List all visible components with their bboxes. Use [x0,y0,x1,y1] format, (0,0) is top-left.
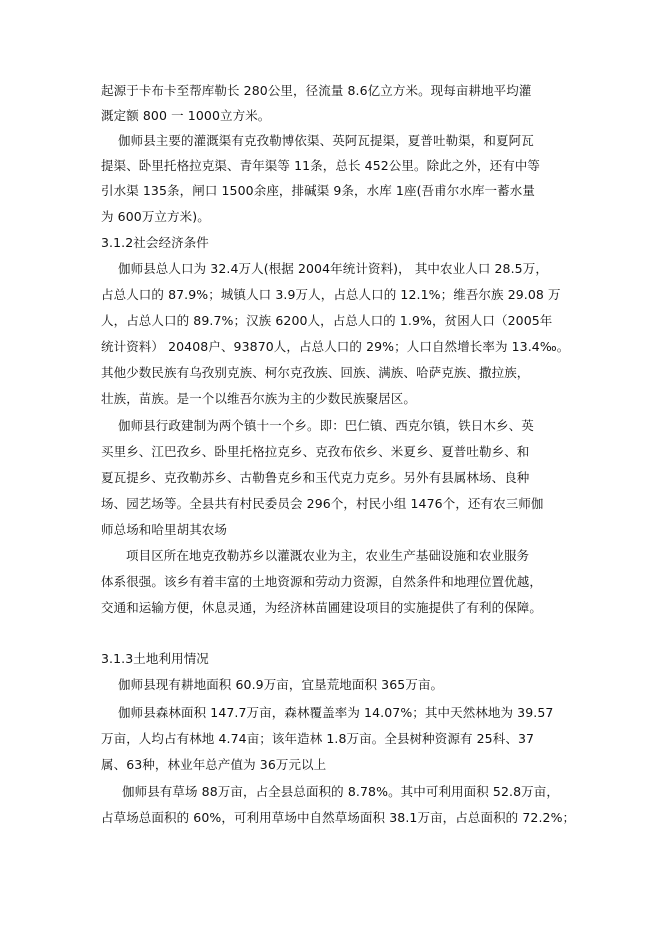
text-line: 万亩，人均占有林地 4.74亩；该年造林 1.8万亩。全县树种资源有 25科、37 [101,731,535,746]
section-heading: 3.1.2社会经济条件 [101,235,209,250]
text-line: 夏瓦提乡、克孜勒苏乡、古勒鲁克乡和玉代克力克乡。另外有县属林场、良种 [101,470,530,485]
text-line: 买里乡、江巴孜乡、卧里托格拉克乡、克孜布依乡、米夏乡、夏普吐勒乡、和 [101,444,530,459]
text-line: 伽师县行政建制为两个镇十一个乡。即：巴仁镇、西克尔镇，铁日木乡、英 [118,418,534,433]
text-line: 占总人口的 87.9%；城镇人口 3.9万人，占总人口的 12.1%；维吾尔族 29.08 万 [101,287,561,302]
text-line: 其他少数民族有乌孜别克族、柯尔克孜族、回族、满族、哈萨克族、撒拉族， [101,365,530,380]
text-line: 体系很强。该乡有着丰富的土地资源和劳动力资源，自然条件和地理位置优越， [101,574,543,589]
text-line: 起源于卡布卡至帮库勒长 280公里，径流量 8.6亿立方米。现每亩耕地平均灌 [101,83,532,98]
text-line: 属、63种，林业年总产值为 36万元以上 [101,757,327,772]
text-line: 伽师县总人口为 32.4万人(根据 2004年统计资料)， 其中农业人口 28.5万， [118,261,548,276]
text-line: 伽师县现有耕地面积 60.9万亩，宜垦荒地面积 365万亩。 [118,677,444,692]
section-heading: 3.1.3土地利用情况 [101,651,209,666]
text-line: 为 600万立方米)。 [101,209,210,224]
text-line: 提渠、卧里托格拉克渠、青年渠等 11条，总长 452公里。除此之外，还有中等 [101,158,541,173]
text-line: 伽师县主要的灌溉渠有克孜勒博依渠、英阿瓦提渠，夏普吐勒渠，和夏阿瓦 [118,133,534,148]
text-line: 交通和运输方便，休息灵通，为经济林苗圃建设项目的实施提供了有利的保障。 [101,600,543,615]
text-line: 师总场和哈里胡其农场 [101,522,228,537]
text-line: 占草场总面积的 60%，可利用草场中自然草场面积 38.1万亩，占总面积的 72.2%； [101,810,576,825]
text-line: 场、园艺场等。全县共有村民委员会 296个，村民小组 1476个，还有农三师伽 [101,496,544,511]
text-line: 壮族，苗族。是一个以维吾尔族为主的少数民族聚居区。 [101,391,417,406]
text-line: 人，占总人口的 89.7%；汉族 6200人，占总人口的 1.9%，贫困人口（2005年 [101,313,553,328]
text-line: 伽师县有草场 88万亩，占全县总面积的 8.78%。其中可利用面积 52.8万亩， [122,784,559,799]
text-line: 伽师县森林面积 147.7万亩，森林覆盖率为 14.07%；其中天然林地为 39.57 [118,705,554,720]
text-line: 统计资料） 20408户、93870人，占总人口的 29%；人口自然增长率为 13.4‰。 [101,339,570,354]
text-line: 引水渠 135条，闸口 1500余座，排碱渠 9条，水库 1座(吾甫尔水库一蓄水量 [101,183,535,198]
text-line: 项目区所在地克孜勒苏乡以灌溉农业为主，农业生产基础设施和农业服务 [126,548,530,563]
text-line: 溉定额 800 一 1000立方米。 [101,108,271,123]
